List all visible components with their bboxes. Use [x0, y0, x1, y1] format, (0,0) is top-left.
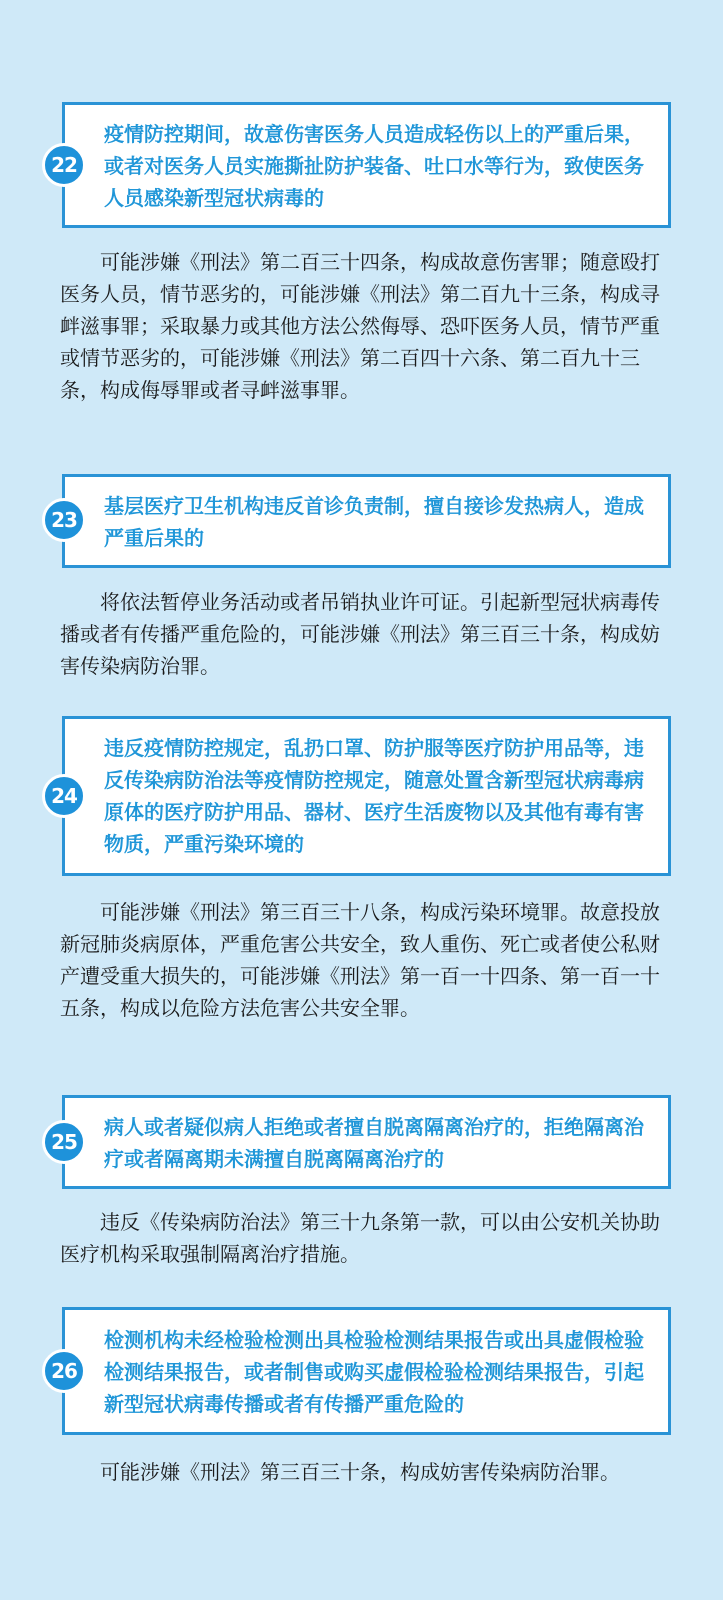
item-number-badge: 24 — [42, 774, 86, 818]
item-body: 将依法暂停业务活动或者吊销执业许可证。引起新型冠状病毒传播或者有传播严重危险的，可能涉嫌《刑法》第三百三十条，构成妨害传染病防治罪。 — [60, 590, 660, 678]
item-heading: 检测机构未经检验检测出具检验检测结果报告或出具虚假检验检测结果报告，或者制售或购买虚假检验检测结果报告，引起新型冠状病毒传播或者有传播严重危险的 — [104, 1328, 644, 1416]
item-body: 可能涉嫌《刑法》第三百三十八条，构成污染环境罪。故意投放新冠肺炎病原体，严重危害公共安全，致人重伤、死亡或者使公私财产遭受重大损失的，可能涉嫌《刑法》第一百一十四条、第一百一十五条，构成以危险方法危害公共安全罪。 — [60, 900, 660, 1020]
item-body: 违反《传染病防治法》第三十九条第一款，可以由公安机关协助医疗机构采取强制隔离治疗措施。 — [60, 1210, 660, 1266]
item-body: 可能涉嫌《刑法》第三百三十条，构成妨害传染病防治罪。 — [100, 1460, 620, 1484]
item-body: 可能涉嫌《刑法》第二百三十四条，构成故意伤害罪；随意殴打医务人员，情节恶劣的，可能涉嫌《刑法》第二百九十三条，构成寻衅滋事罪；采取暴力或其他方法公然侮辱、恐吓医务人员，情节严重或情节恶劣的，可能涉嫌《刑法》第二百四十六条、第二百九十三条，构成侮辱罪或者寻衅滋事罪。 — [60, 250, 660, 402]
item-heading: 病人或者疑似病人拒绝或者擅自脱离隔离治疗的，拒绝隔离治疗或者隔离期未满擅自脱离隔离治疗的 — [104, 1115, 644, 1171]
item-heading: 基层医疗卫生机构违反首诊负责制，擅自接诊发热病人，造成严重后果的 — [104, 494, 644, 550]
item-number-badge: 25 — [42, 1120, 86, 1164]
item-number-badge: 26 — [42, 1349, 86, 1393]
item-heading: 违反疫情防控规定，乱扔口罩、防护服等医疗防护用品等，违反传染病防治法等疫情防控规定，随意处置含新型冠状病毒病原体的医疗防护用品、器材、医疗生活废物以及其他有毒有害物质，严重污染环境的 — [104, 736, 644, 856]
item-heading: 疫情防控期间，故意伤害医务人员造成轻伤以上的严重后果，或者对医务人员实施撕扯防护装备、吐口水等行为，致使医务人员感染新型冠状病毒的 — [104, 122, 644, 210]
item-number-badge: 22 — [42, 143, 86, 187]
item-number-badge: 23 — [42, 498, 86, 542]
